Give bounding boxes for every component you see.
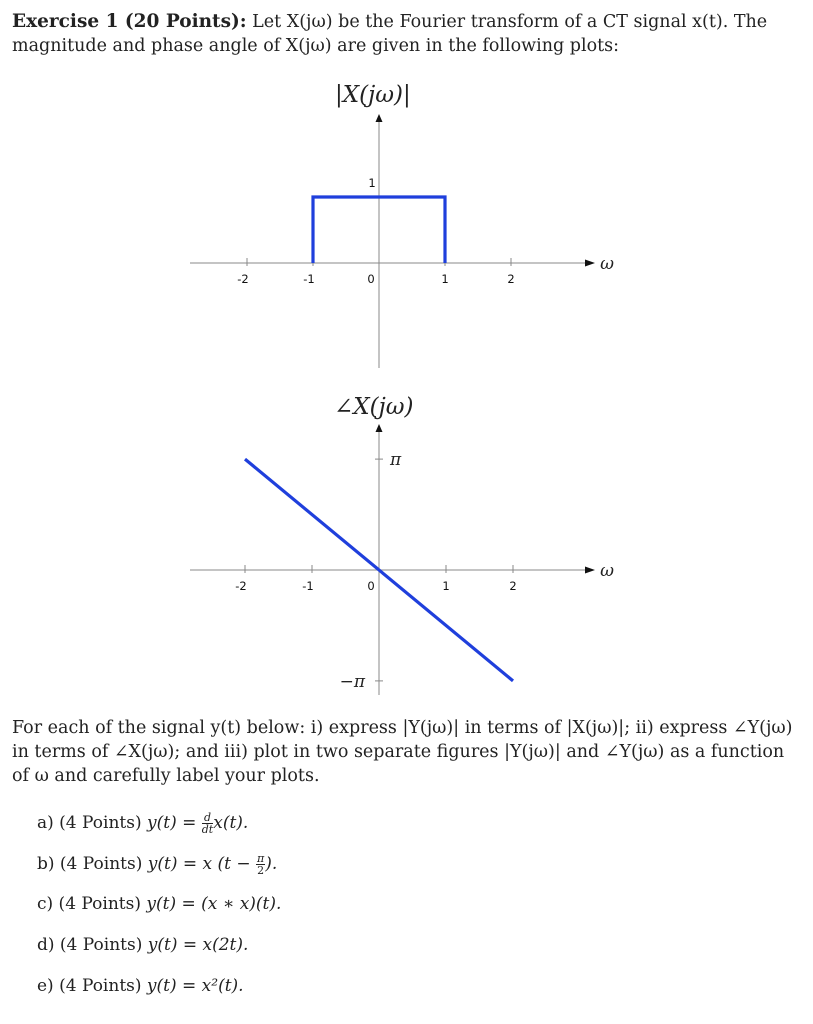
item-c <box>37 894 281 935</box>
item-a-frac-num: d <box>202 812 213 824</box>
chart2-x-axis-label: ω <box>600 561 614 581</box>
item-a-label: a) (4 Points) <box>37 813 142 833</box>
chart2-y-tick-label: −π <box>339 671 365 692</box>
item-b-label: b) (4 Points) <box>37 854 143 874</box>
item-a-pre: y(t) = <box>147 813 202 833</box>
magnitude-plot-title: |X(jω)| <box>335 82 411 108</box>
exercise-heading: Exercise 1 (20 Points): <box>12 11 247 32</box>
chart1-y-axis-arrow <box>376 114 383 122</box>
item-e <box>37 976 281 1017</box>
chart2-x-tick-label: 1 <box>442 579 450 593</box>
item-c-expr: y(t) = (x ∗ x)(t). <box>146 894 282 914</box>
item-b <box>37 853 281 894</box>
chart1-x-axis-arrow <box>585 260 595 267</box>
item-a <box>37 812 281 853</box>
item-d-expr: y(t) = x(2t). <box>147 935 249 955</box>
chart2-x-tick-label: 2 <box>509 579 517 593</box>
chart2-x-tick-label: -2 <box>235 579 247 593</box>
chart1-x-axis-label: ω <box>600 254 614 274</box>
chart1-y-tick-label: 1 <box>368 176 376 190</box>
item-b-post: ). <box>265 854 278 874</box>
chart2-x-tick-label: -1 <box>302 579 314 593</box>
chart1-x-tick-label: -1 <box>303 272 315 286</box>
item-d <box>37 935 281 976</box>
chart1-x-tick-label: 1 <box>441 272 449 286</box>
item-a-fraction <box>202 812 213 835</box>
chart2-y-tick-label: π <box>390 450 402 471</box>
item-e-expr: y(t) = x²(t). <box>146 976 244 996</box>
instructions-paragraph: For each of the signal y(t) below: i) express |Y(jω)| in terms of |X(jω)|; ii) express ∠Y(jω) in terms of ∠X(jω); and iii) plot in two separate figures |Y(jω)| and ∠Y(jω) as a function of ω and carefully label your plots. <box>12 718 793 786</box>
chart2-y-axis-arrow <box>376 424 383 432</box>
phase-plot-title: ∠X(jω) <box>334 394 414 420</box>
item-a-frac-den: dt <box>201 823 214 836</box>
item-a-post: x(t). <box>213 813 249 833</box>
chart1-x-tick-label: 0 <box>367 272 375 286</box>
item-b-frac-den: 2 <box>257 864 265 877</box>
chart2-x-axis-arrow <box>585 567 595 574</box>
item-b-pre: y(t) = x (t − <box>147 854 257 874</box>
intro-text: Let X(jω) be the Fourier transform of a CT signal x(t). The magnitude and phase angle of X(jω) are given in the following plots: <box>12 12 768 56</box>
chart1-x-tick-label: -2 <box>237 272 249 286</box>
item-b-frac-num: π <box>257 852 265 865</box>
item-c-label: c) (4 Points) <box>37 894 141 914</box>
item-list <box>37 812 281 1017</box>
item-b-fraction <box>256 853 265 876</box>
chart2-x-tick-label: 0 <box>367 579 375 593</box>
chart1-x-tick-label: 2 <box>507 272 515 286</box>
item-d-label: d) (4 Points) <box>37 935 143 955</box>
item-e-label: e) (4 Points) <box>37 976 142 996</box>
